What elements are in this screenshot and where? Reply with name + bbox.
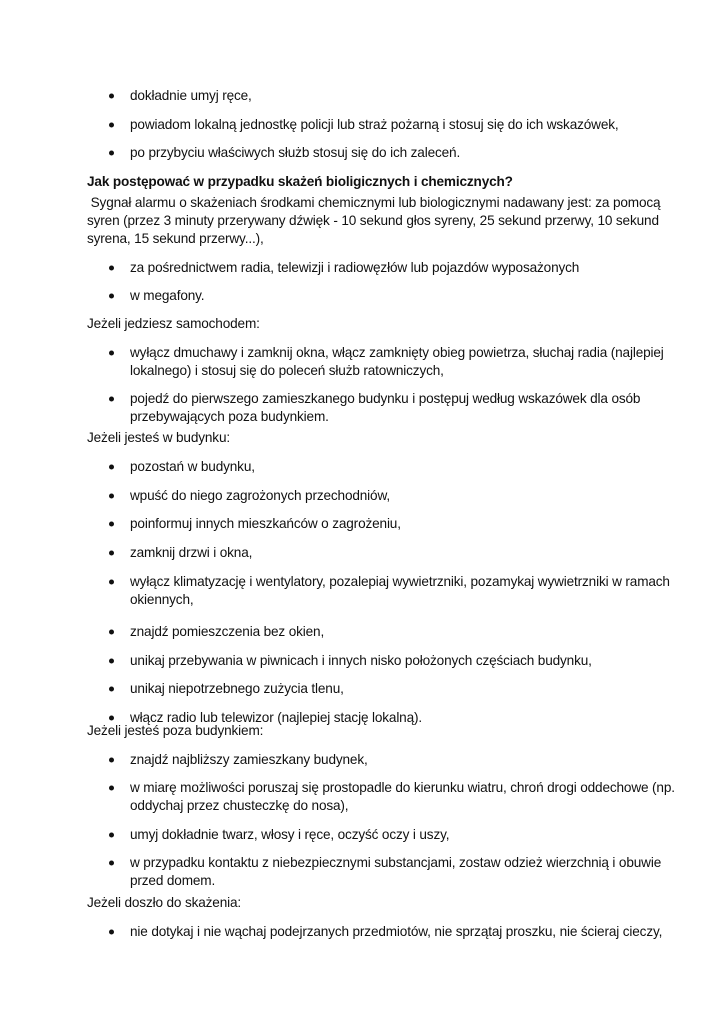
list-item: po przybyciu właściwych służb stosuj się do ich zaleceń.: [130, 145, 461, 160]
list-item: poinformuj innych mieszkańców o zagrożeniu,: [130, 516, 401, 531]
list-item: włącz radio lub telewizor (najlepiej stację lokalną).: [130, 710, 423, 725]
list-item-continuation: okiennych,: [130, 592, 194, 607]
bullet-icon: [109, 522, 114, 527]
bullet-icon: [109, 266, 114, 271]
subsection-label: Jeżeli jesteś w budynku:: [87, 430, 230, 445]
bullet-icon: [109, 930, 114, 935]
list-item: powiadom lokalną jednostkę policji lub straż pożarną i stosuj się do ich wskazówek,: [130, 117, 619, 132]
bullet-icon: [109, 630, 114, 635]
bullet-icon: [109, 94, 114, 99]
bullet-icon: [109, 833, 114, 838]
paragraph-line: syrena, 15 sekund przerwy...),: [87, 231, 264, 246]
section-heading: Jak postępować w przypadku skażeń bioligicznych i chemicznych?: [87, 174, 513, 189]
paragraph-line: Sygnał alarmu o skażeniach środkami chemicznymi lub biologicznymi nadawany jest: za pomocą: [87, 195, 661, 210]
bullet-icon: [109, 465, 114, 470]
bullet-icon: [109, 351, 114, 356]
list-item: w przypadku kontaktu z niebezpiecznymi substancjami, zostaw odzież wierzchnią i obuwie: [130, 855, 662, 870]
list-item: dokładnie umyj ręce,: [130, 88, 252, 103]
list-item: pozostań w budynku,: [130, 459, 255, 474]
list-item: wyłącz dmuchawy i zamknij okna, włącz zamknięty obieg powietrza, słuchaj radia (najlepiej: [130, 345, 664, 360]
list-item: wpuść do niego zagrożonych przechodniów,: [130, 488, 391, 503]
list-item: nie dotykaj i nie wąchaj podejrzanych przedmiotów, nie sprzątaj proszku, nie ścieraj cieczy,: [130, 924, 663, 939]
list-item: zamknij drzwi i okna,: [130, 545, 253, 560]
list-item: znajdź najbliższy zamieszkany budynek,: [130, 752, 368, 767]
bullet-icon: [109, 758, 114, 763]
bullet-icon: [109, 294, 114, 299]
list-item: w miarę możliwości poruszaj się prostopadle do kierunku wiatru, chroń drogi oddechowe (np.: [130, 780, 675, 795]
bullet-icon: [109, 494, 114, 499]
bullet-icon: [109, 786, 114, 791]
subsection-label: Jeżeli jesteś poza budynkiem:: [87, 723, 264, 738]
bullet-icon: [109, 397, 114, 402]
bullet-icon: [109, 580, 114, 585]
list-item: wyłącz klimatyzację i wentylatory, pozalepiaj wywietrzniki, pozamykaj wywietrzniki w ramach: [130, 574, 670, 589]
bullet-icon: [109, 551, 114, 556]
bullet-icon: [109, 123, 114, 128]
bullet-icon: [109, 659, 114, 664]
list-item: unikaj przebywania w piwnicach i innych nisko położonych częściach budynku,: [130, 653, 592, 668]
list-item: pojedź do pierwszego zamieszkanego budynku i postępuj według wskazówek dla osób: [130, 391, 641, 406]
list-item: w megafony.: [130, 288, 205, 303]
list-item-continuation: przed domem.: [130, 873, 216, 888]
subsection-label: Jeżeli doszło do skażenia:: [87, 895, 242, 910]
bullet-icon: [109, 151, 114, 156]
list-item-continuation: przebywających poza budynkiem.: [130, 409, 329, 424]
list-item: znajdź pomieszczenia bez okien,: [130, 624, 325, 639]
list-item-continuation: lokalnego) i stosuj się do poleceń służb ratowniczych,: [130, 363, 444, 378]
bullet-icon: [109, 716, 114, 721]
paragraph-line: syren (przez 3 minuty przerywany dźwięk - 10 sekund głos syreny, 25 sekund przerwy, 10 sekund: [87, 213, 659, 228]
list-item: umyj dokładnie twarz, włosy i ręce, oczyść oczy i uszy,: [130, 827, 450, 842]
subsection-label: Jeżeli jedziesz samochodem:: [87, 316, 260, 331]
bullet-icon: [109, 861, 114, 866]
list-item: za pośrednictwem radia, telewizji i radiowęzłów lub pojazdów wyposażonych: [130, 260, 580, 275]
list-item-continuation: oddychaj przez chusteczkę do nosa),: [130, 798, 349, 813]
list-item: unikaj niepotrzebnego zużycia tlenu,: [130, 681, 344, 696]
bullet-icon: [109, 687, 114, 692]
